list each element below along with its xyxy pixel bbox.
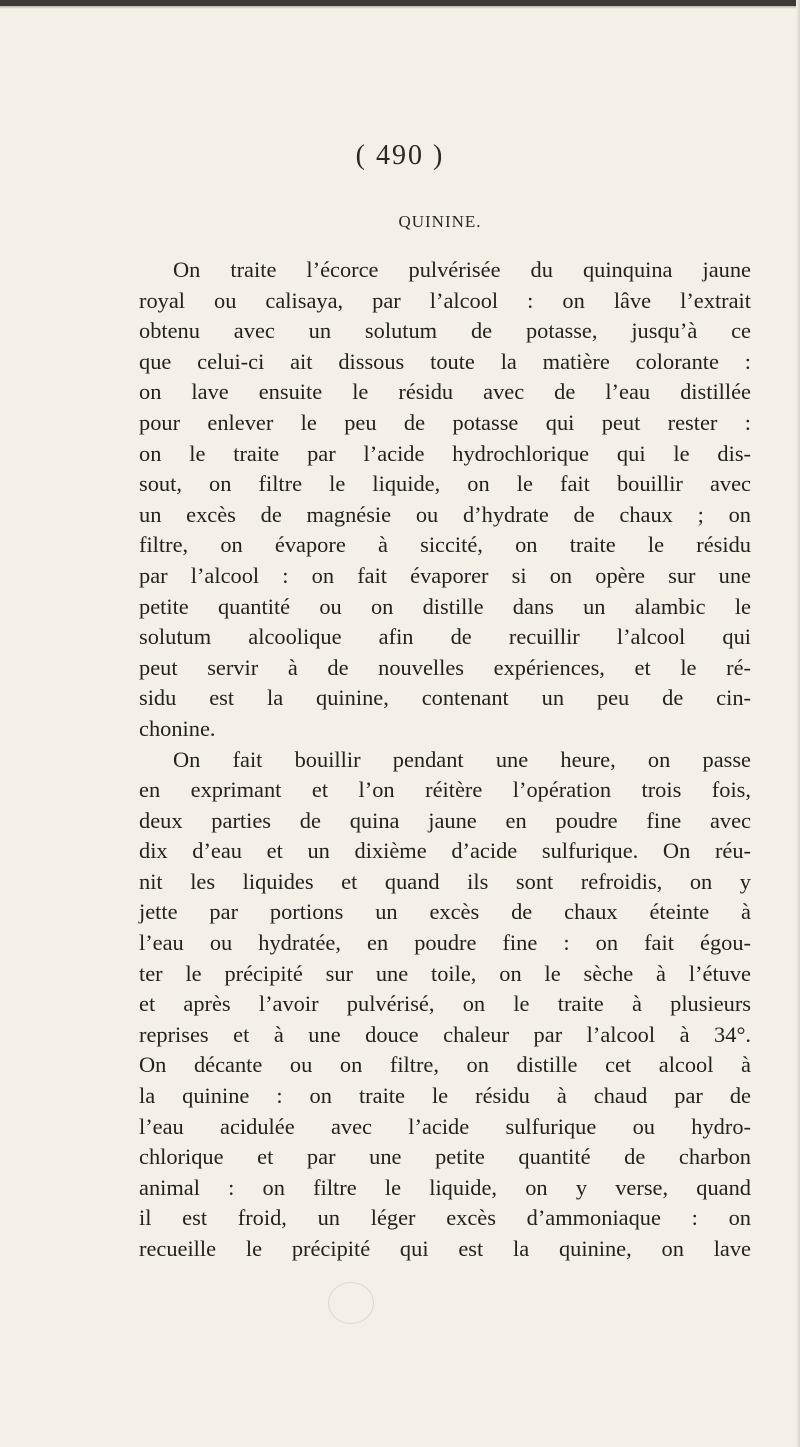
text-line: il est froid, un léger excès d’ammoniaque : on [139,1205,751,1231]
text-line: un excès de magnésie ou d’hydrate de chaux ; on [139,501,751,527]
text-line: par l’alcool : on fait évaporer si on opère sur une [139,562,751,588]
text-line: on lave ensuite le résidu avec de l’eau distillée [139,379,751,405]
page-number: ( 490 ) [355,140,445,171]
text-line: obtenu avec un solutum de potasse, jusqu’à ce [139,318,751,344]
text-line: la quinine : on traite le résidu à chaud par de [139,1083,751,1109]
text-line: royal ou calisaya, par l’alcool : on lâve l’extrait [139,287,751,313]
text-line: peut servir à de nouvelles expériences, et le ré- [139,654,751,680]
text-line: l’eau acidulée avec l’acide sulfurique ou hydro- [139,1113,751,1139]
text-line: sout, on filtre le liquide, on le fait bouillir avec [139,471,751,497]
text-line: jette par portions un excès de chaux éteinte à [139,899,751,925]
text-line: recueille le précipité qui est la quinine, on lave [139,1236,751,1261]
text-line: pour enlever le peu de potasse qui peut rester : [139,409,751,435]
text-line: chlorique et par une petite quantité de charbon [139,1144,751,1170]
text-line: On décante ou on filtre, on distille cet alcool à [139,1052,751,1078]
text-line: chonine. [139,715,216,741]
section-heading: QUININE. [398,212,482,231]
body-text [139,255,751,1265]
page-top-shadow [0,6,800,9]
text-line: animal : on filtre le liquide, on y verse, quand [139,1174,751,1200]
text-line: ter le précipité sur une toile, on le sèche à l’étuve [139,960,751,986]
text-line: petite quantité ou on distille dans un alambic le [139,593,751,619]
text-line: On fait bouillir pendant une heure, on passe [173,746,751,772]
text-line: on le traite par l’acide hydrochlorique qui le dis- [139,440,751,466]
text-line: nit les liquides et quand ils sont refroidis, on y [139,868,751,894]
text-line: filtre, on évapore à siccité, on traite le résidu [139,532,751,558]
text-line: On traite l’écorce pulvérisée du quinquina jaune [173,257,751,282]
text-line: l’eau ou hydratée, en poudre fine : on fait égou- [139,930,751,956]
text-line: dix d’eau et un dixième d’acide sulfurique. On réu- [139,838,751,864]
paper-stain [328,1282,374,1324]
text-line: deux parties de quina jaune en poudre fine avec [139,807,751,833]
text-line: sidu est la quinine, contenant un peu de cin- [139,685,751,711]
text-line: en exprimant et l’on réitère l’opération trois fois, [139,777,751,803]
text-line: que celui-ci ait dissous toute la matière colorante : [139,348,751,374]
text-line: reprises et à une douce chaleur par l’alcool à 34°. [139,1021,751,1047]
text-line: et après l’avoir pulvérisé, on le traite à plusieurs [139,991,751,1017]
text-line: solutum alcoolique afin de recuillir l’alcool qui [139,624,751,650]
